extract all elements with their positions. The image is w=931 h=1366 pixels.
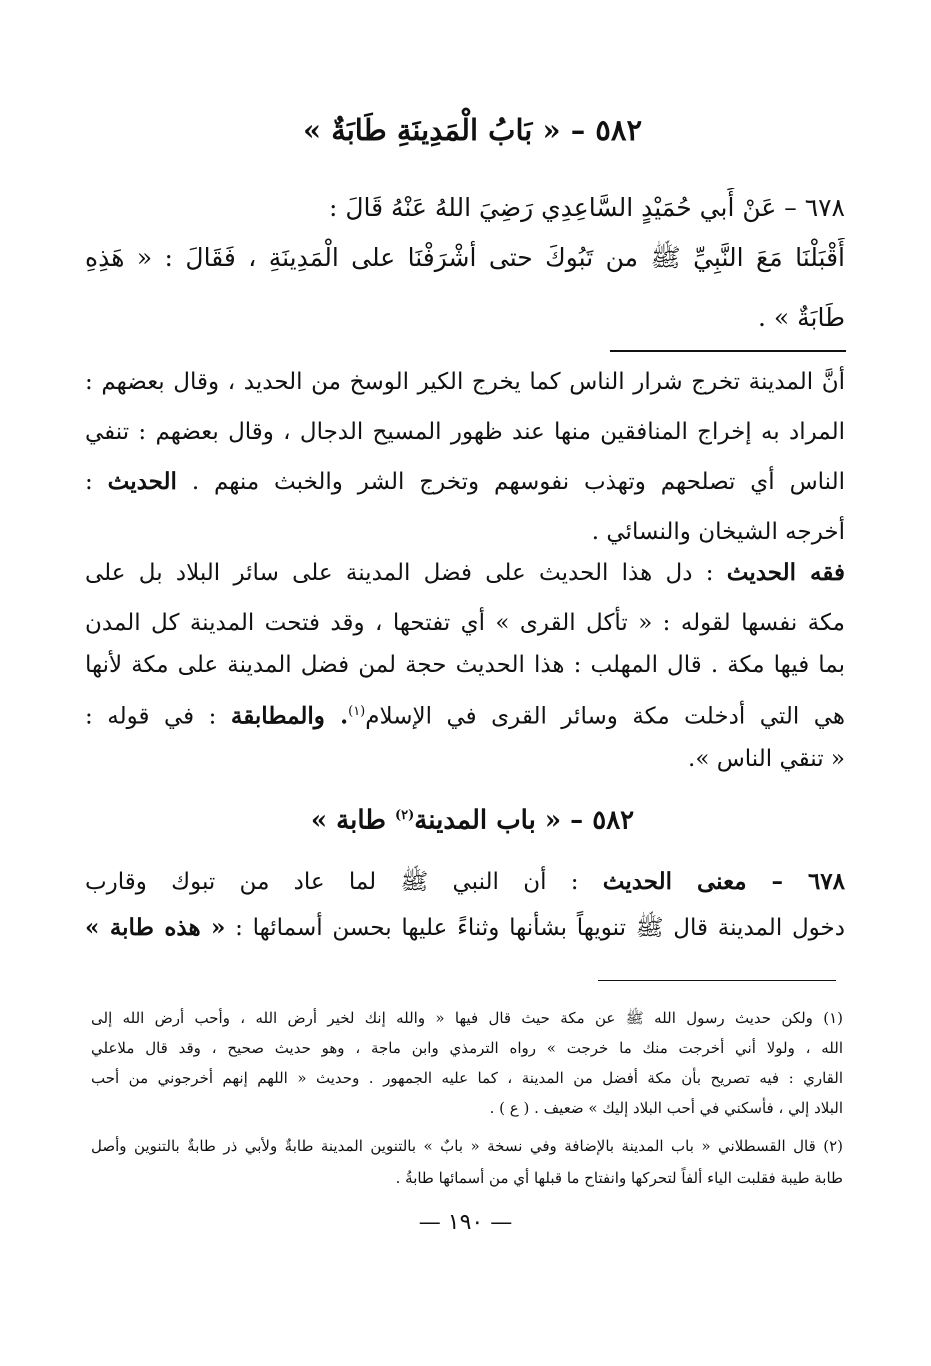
commentary-line-2: المراد به إخراج المنافقين منها عند ظهور المسيح الدجال ، وقال بعضهم : تنفي xyxy=(85,419,845,445)
commentary-line-1: أنَّ المدينة تخرج شرار الناس كما يخرج الكير الوسخ من الحديد ، وقال بعضهم : xyxy=(85,369,845,395)
fiqh-line-1 xyxy=(85,553,845,593)
meaning-line-2 xyxy=(85,908,845,948)
fiqh-bold-label: فقه الحديث xyxy=(726,559,845,586)
chapter-heading-commentary xyxy=(100,796,845,841)
fiqh-line-3: بما فيها مكة . قال المهلب : هذا الحديث حجة لمن فضل المدينة على مكة لأنها xyxy=(85,652,845,678)
chapter-heading-hadith: ٥٨٢ – « بَابُ الْمَدِينَةِ طَابَةٌ » xyxy=(302,113,643,147)
footnote-ref-1: (١) xyxy=(348,704,366,719)
footnote-1-line-2: الله ، ولولا أني أخرجت منك ما خرجت » رواه الترمذي وابن ماجة ، وهو حديث صحيح ، وقد قال ملاعلي xyxy=(91,1039,843,1057)
footnote-2-line-1: (٢) قال القسطلاني « باب المدينة بالإضافة وفي نسخة « بابٌ » بالتنوين المدينة طابةٌ ولأبي ذر طابةٌ بالتنوين وأصل xyxy=(91,1137,843,1155)
meaning-text-2: دخول المدينة قال ﷺ تنويهاً بشأنها وثناءً عليها بحسن أسمائها : xyxy=(235,915,845,941)
meaning-bold-label: ٦٧٨ – معنى الحديث xyxy=(602,868,845,895)
fiqh-text-end: : في قوله : xyxy=(85,703,217,730)
fiqh-text-4: هي التي أدخلت مكة وسائر القرى في الإسلام xyxy=(365,703,845,730)
commentary-colon: : xyxy=(85,469,93,495)
fiqh-line-4 xyxy=(85,692,845,737)
footnote-1-line-3: القاري : فيه تصريح بأن مكة أفضل من المدينة ، كما عليه الجمهور . وحديث « اللهم إنهم أخرجوني من أحب xyxy=(91,1069,843,1087)
commentary-line-3 xyxy=(85,462,845,502)
fiqh-text: : دل هذا الحديث على فضل المدينة على سائر البلاد بل على xyxy=(85,560,714,586)
footnote-1-line-4: البلاد إلي ، فأسكني في أحب البلاد إليك » ضعيف . ( ع ) . xyxy=(489,1099,843,1117)
hadith-line-1: ٦٧٨ – عَنْ أَبي حُمَيْدٍ السَّاعِدِي رَضِيَ اللهُ عَنْهُ قَالَ : xyxy=(328,193,845,222)
footnote-ref-2: (٢) xyxy=(395,808,415,823)
footnote-separator-rule xyxy=(598,980,836,981)
footnote-2-line-2: طابة طيبة فقلبت الياء ألفاً لتحركها وانفتاح ما قبلها أي من أسمائها طابةُ . xyxy=(395,1169,843,1187)
commentary-line-4: أخرجه الشيخان والنسائي . xyxy=(591,519,845,545)
page-number: — ١٩٠ — xyxy=(418,1210,513,1235)
fiqh-line-2: مكة نفسها لقوله : « تأكل القرى » أي تفتحها ، وقد فتحت المدينة كل المدن xyxy=(85,610,845,636)
meaning-line-1 xyxy=(85,862,845,902)
commentary-bold-term: الحديث xyxy=(107,468,177,495)
hadith-line-3: طَابَةٌ » . xyxy=(757,303,845,332)
meaning-text-1: : أن النبي ﷺ لما عاد من تبوك وقارب xyxy=(85,869,579,895)
footnote-1-line-1: (١) ولكن حديث رسول الله ﷺ عن مكة حيث قال فيها « والله إنك لخير أرض الله ، وأحب أرض الله إلى xyxy=(91,1009,843,1027)
hadith-line-2: أَقْبَلْنَا مَعَ النَّبِيِّ ﷺ من تَبُوكَ حتى أشْرَفْنَا على الْمَدِينَةِ ، فَقَالَ : « هَذِهِ xyxy=(85,243,845,272)
hadith-separator-rule xyxy=(610,350,846,352)
meaning-bold-quote: « هذه طابة » xyxy=(85,914,226,941)
heading-2-prefix: ٥٨٢ – « باب المدينة xyxy=(414,805,635,836)
heading-2-suffix: طابة » xyxy=(310,805,386,836)
fiqh-line-5: « تنقي الناس ». xyxy=(688,746,845,772)
fiqh-bold-mutabaqa: . والمطابقة xyxy=(230,702,349,730)
commentary-text: الناس أي تصلحهم وتهذب نفوسهم وتخرج الشر والخبث منهم . xyxy=(191,469,845,495)
